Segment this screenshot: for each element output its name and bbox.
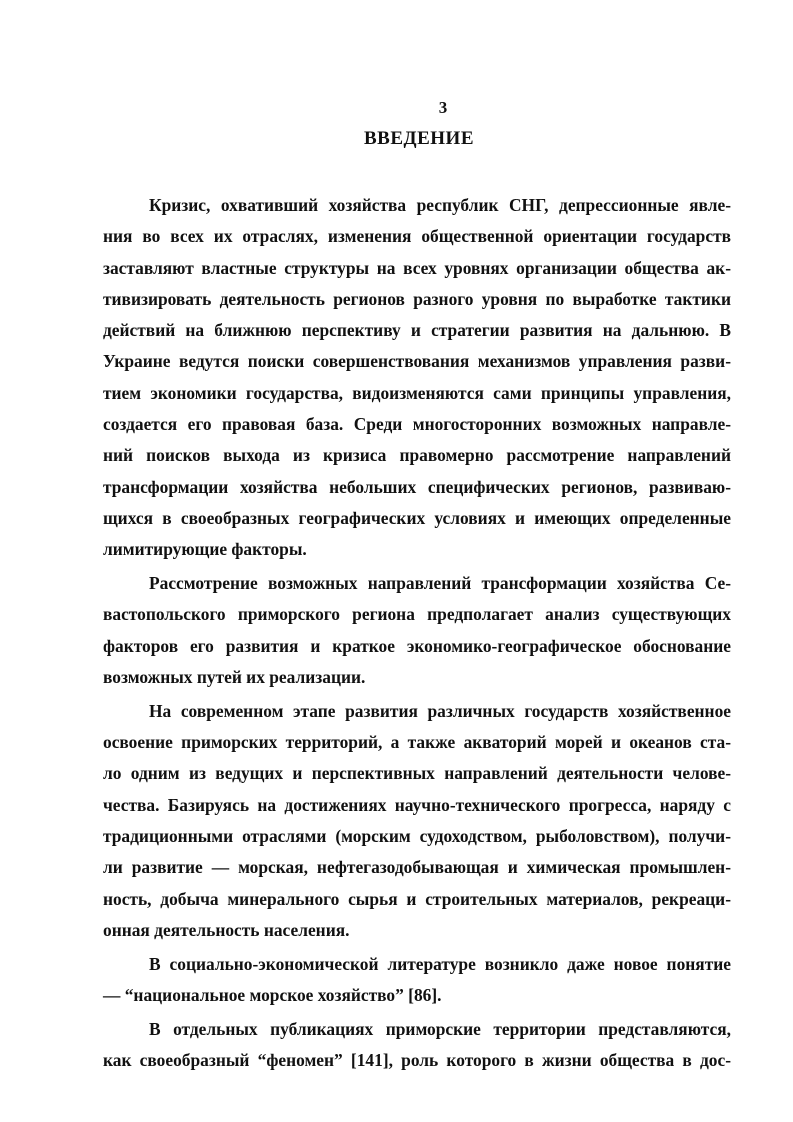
- text-line: На современном этапе развития различных государств хозяйственное: [149, 700, 731, 721]
- text-line: чества. Базируясь на достижениях научно-технического прогресса, наряду с: [103, 794, 731, 815]
- page-title: ВВЕДЕНИЕ: [364, 128, 474, 149]
- text-line: Украине ведутся поиски совершенствования механизмов управления разви-: [103, 351, 731, 372]
- text-line: ния во всех их отраслях, изменения общественной ориентации государств: [103, 226, 731, 247]
- paragraph: [103, 568, 731, 693]
- text-line: как своеобразный “феномен” [141], роль которого в жизни общества в дос-: [103, 1050, 731, 1071]
- paragraph: [103, 949, 731, 1012]
- text-line: факторов его развития и краткое экономико-географическое обоснование: [103, 635, 731, 656]
- paragraph: [103, 696, 731, 946]
- paragraph: [103, 190, 731, 566]
- text-line: Кризис, охвативший хозяйства республик СНГ, депрессионные явле-: [149, 195, 731, 215]
- text-line: — “национальное морское хозяйство” [86].: [103, 984, 442, 1005]
- text-line: Рассмотрение возможных направлений трансформации хозяйства Се-: [149, 573, 731, 594]
- text-line: ний поисков выхода из кризиса правомерно рассмотрение направлений: [103, 445, 731, 466]
- text-line: В социально-экономической литературе возникло даже новое понятие: [149, 953, 731, 974]
- text-line: щихся в своеобразных географических условиях и имеющих определенные: [103, 507, 731, 528]
- body-text: [103, 190, 731, 1076]
- text-line: онная деятельность населения.: [103, 919, 350, 940]
- text-line: возможных путей их реализации.: [103, 666, 366, 687]
- paragraph: [103, 1014, 731, 1077]
- text-line: действий на ближнюю перспективу и стратегии развития на дальнюю. В: [103, 320, 731, 341]
- text-line: освоение приморских территорий, а также акваторий морей и океанов ста-: [103, 732, 731, 753]
- text-line: вастопольского приморского региона предполагает анализ существующих: [103, 604, 731, 625]
- text-line: создается его правовая база. Среди многосторонних возможных направле-: [103, 414, 731, 435]
- text-line: тием экономики государства, видоизменяются сами принципы управления,: [103, 382, 731, 403]
- page-number: 3: [438, 98, 448, 117]
- text-line: В отдельных публикациях приморские территории представляются,: [149, 1018, 731, 1039]
- text-line: трансформации хозяйства небольших специфических регионов, развиваю-: [103, 476, 731, 497]
- text-line: ло одним из ведущих и перспективных направлений деятельности челове-: [103, 763, 731, 784]
- text-line: заставляют властные структуры на всех уровнях организации общества ак-: [103, 257, 731, 278]
- text-line: тивизировать деятельность регионов разного уровня по выработке тактики: [103, 288, 731, 309]
- text-line: ность, добыча минерального сырья и строительных материалов, рекреаци-: [103, 888, 731, 909]
- text-line: ли развитие — морская, нефтегазодобывающая и химическая промышлен-: [103, 857, 731, 878]
- text-line: лимитирующие факторы.: [103, 539, 307, 560]
- text-line: традиционными отраслями (морским судоходством, рыболовством), получи-: [103, 825, 731, 846]
